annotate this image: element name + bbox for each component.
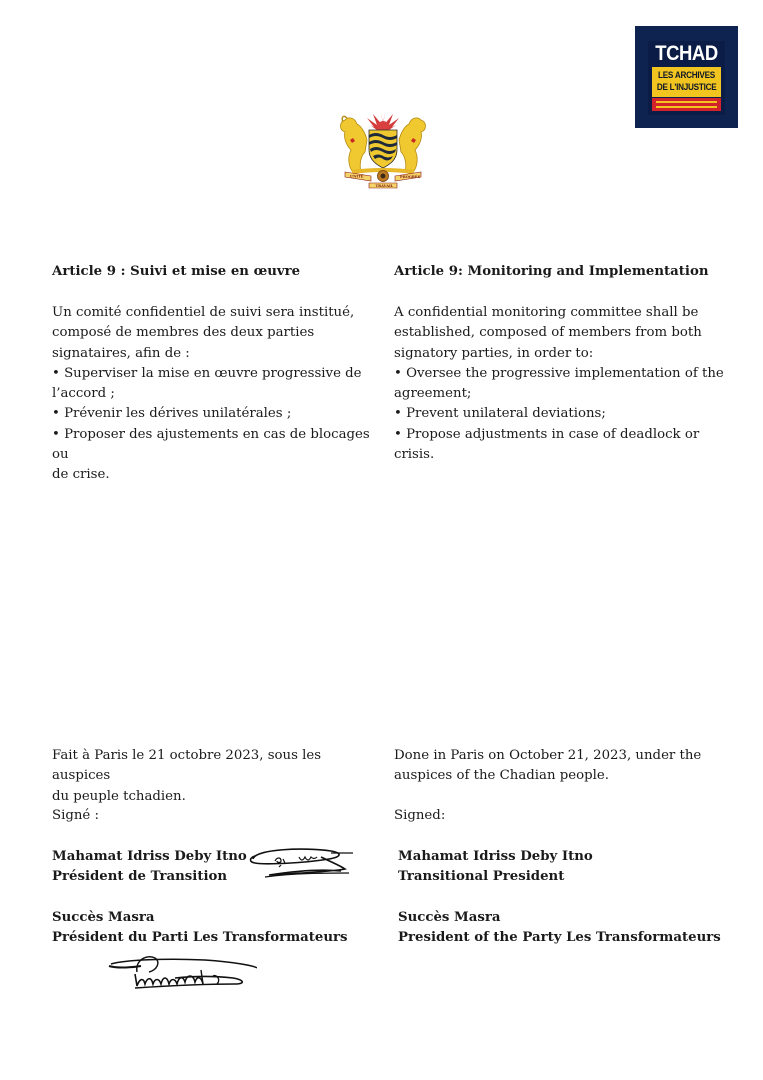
logo-red-band [652, 98, 721, 111]
signatory2-fr [52, 908, 348, 949]
logo-subtitle-line1: LES ARCHIVES [657, 70, 715, 81]
signatory1-en [398, 847, 593, 888]
chad-coat-of-arms-emblem [337, 110, 429, 192]
body-line: composé de membres des deux parties [52, 325, 315, 341]
signatory-name: Mahamat Idriss Deby Itno [52, 849, 247, 864]
body-line: Un comité confidentiel de suivi sera institué, [52, 305, 355, 320]
order-medal-icon [378, 171, 389, 182]
signed-label-en: Signed: [394, 808, 446, 823]
bullet-item-cont: de crise. [52, 467, 110, 483]
bullet-item-cont: agreement; [394, 386, 472, 402]
closing-en [394, 746, 701, 787]
bullet-item-cont: l’accord ; [52, 386, 115, 402]
closing-fr [52, 746, 382, 807]
signatory-name: Succès Masra [398, 910, 501, 925]
motto-center: TRAVAIL [375, 183, 394, 188]
closing-line: du peuple tchadien. [52, 788, 186, 804]
bullet-item: • Prévenir les dérives unilatérales ; [52, 406, 292, 422]
article-heading-fr: Article 9 : Suivi et mise en œuvre [52, 264, 301, 279]
signatory2-en [398, 908, 721, 949]
closing-line: Done in Paris on October 21, 2023, under the [394, 748, 702, 763]
tchad-archives-logo [635, 26, 738, 128]
motto-left: UNITÉ [350, 174, 364, 179]
body-line: established, composed of members from both [394, 325, 702, 341]
signatory-title: President of the Party Les Transformateurs [398, 930, 721, 946]
article-body-en [394, 303, 724, 465]
closing-line: Fait à Paris le 21 octobre 2023, sous les auspices [52, 748, 322, 784]
logo-subtitle-line2: DE L'INJUSTICE [656, 82, 717, 93]
signatory-name: Mahamat Idriss Deby Itno [398, 849, 593, 864]
body-line: signataires, afin de : [52, 345, 190, 361]
article-heading-en: Article 9: Monitoring and Implementation [394, 264, 709, 279]
right-supporter-icon [399, 118, 426, 172]
left-supporter-icon [341, 116, 368, 172]
article-body-fr [52, 303, 382, 486]
wavy-shield-icon [369, 130, 397, 168]
body-line: signatory parties, in order to: [394, 345, 594, 361]
bullet-item-cont: crisis. [394, 447, 435, 463]
bullet-item: • Oversee the progressive implementation of the [394, 365, 724, 381]
body-line: A confidential monitoring committee shall be [394, 305, 699, 320]
signatory-title: Président de Transition [52, 869, 228, 885]
signatory-title: Transitional President [398, 869, 565, 885]
signatory1-fr [52, 847, 247, 888]
motto-right: PROGRÈS [400, 175, 421, 179]
bullet-item: • Proposer des ajustements en cas de blocages ou [52, 426, 370, 463]
handwritten-signature-masra [105, 950, 257, 994]
signed-label-fr: Signé : [52, 808, 100, 823]
bullet-item: • Prevent unilateral deviations; [394, 406, 606, 422]
logo-title: TCHAD [655, 42, 718, 65]
signatory-title: Président du Parti Les Transformateurs [52, 930, 348, 946]
logo-yellow-band [652, 67, 721, 97]
logo-inner-panel [648, 41, 725, 115]
bullet-item: • Superviser la mise en œuvre progressive de [52, 365, 362, 381]
signatory-name: Succès Masra [52, 910, 155, 925]
bullet-item: • Propose adjustments in case of deadlock or [394, 426, 700, 442]
handwritten-signature-deby [245, 843, 357, 883]
closing-line: auspices of the Chadian people. [394, 768, 609, 784]
